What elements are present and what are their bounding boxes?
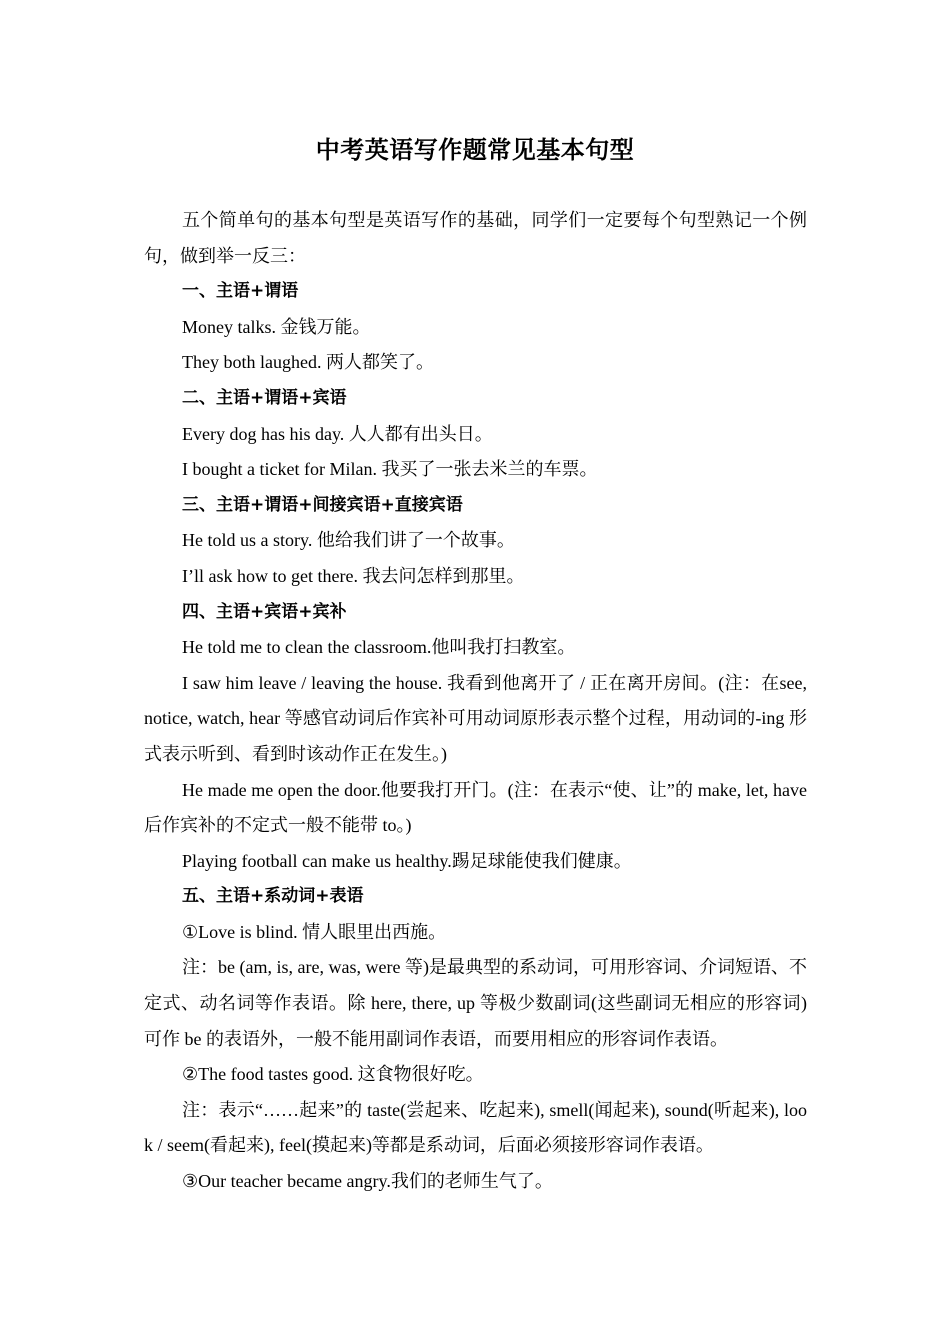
example-sentence: He told me to clean the classroom.他叫我打扫教室。 — [182, 637, 576, 658]
section-heading-1: 一、主语+谓语 — [182, 281, 299, 302]
note-paragraph: 注：be (am, is, are, was, were 等)是最典型的系动词，可用形容词、介词短语、不定式、动名词等作表语。除 here, there, up 等极少数副词(这些副词无相应的形容词) 可作 be 的表语外，一般不能用副词作表语，而要用相应的形容词作表语。 — [144, 957, 807, 1049]
intro-paragraph: 五个简单句的基本句型是英语写作的基础，同学们一定要每个句型熟记一个例句，做到举一反三： — [144, 210, 807, 266]
example-sentence: They both laughed. 两人都笑了。 — [182, 352, 434, 373]
example-sentence: ①Love is blind. 情人眼里出西施。 — [182, 921, 447, 942]
example-sentence: Playing football can make us healthy.踢足球能使我们健康。 — [182, 850, 632, 871]
section-heading-5: 五、主语+系动词+表语 — [182, 886, 364, 907]
example-sentence: Every dog has his day. 人人都有出头日。 — [182, 423, 493, 444]
example-sentence: I’ll ask how to get there. 我去问怎样到那里。 — [182, 565, 525, 586]
example-sentence: ②The food tastes good. 这食物很好吃。 — [182, 1064, 484, 1085]
section-heading-2: 二、主语+谓语+宾语 — [182, 387, 347, 408]
example-sentence: He told us a story. 他给我们讲了一个故事。 — [182, 530, 515, 551]
example-sentence-with-note: He made me open the door.他要我打开门。(注：在表示“使、让”的 make, let, have 后作宾补的不定式一般不能带 to。) — [144, 779, 807, 836]
note-paragraph: 注：表示“……起来”的 taste(尝起来、吃起来), smell(闻起来), sound(听起来), look / seem(看起来), feel(摸起来)等都是系动词，后面必须接形容词作表语。 — [144, 1099, 807, 1156]
example-sentence: I bought a ticket for Milan. 我买了一张去米兰的车票。 — [182, 459, 598, 480]
example-sentence: ③Our teacher became angry.我们的老师生气了。 — [182, 1171, 553, 1192]
document-body — [144, 203, 807, 1200]
example-sentence: Money talks. 金钱万能。 — [182, 316, 371, 337]
example-sentence-with-note: I saw him leave / leaving the house. 我看到他离开了 / 正在离开房间。(注：在see, notice, watch, hear 等感官动词后作宾补可用动词原形表示整个过程，用动词的-ing 形式表示听到、看到时该动作正在发生。) — [144, 672, 807, 764]
section-heading-4: 四、主语+宾语+宾补 — [182, 601, 347, 622]
section-heading-3: 三、主语+谓语+间接宾语+直接宾语 — [182, 494, 463, 515]
document-title: 中考英语写作题常见基本句型 — [315, 136, 635, 164]
